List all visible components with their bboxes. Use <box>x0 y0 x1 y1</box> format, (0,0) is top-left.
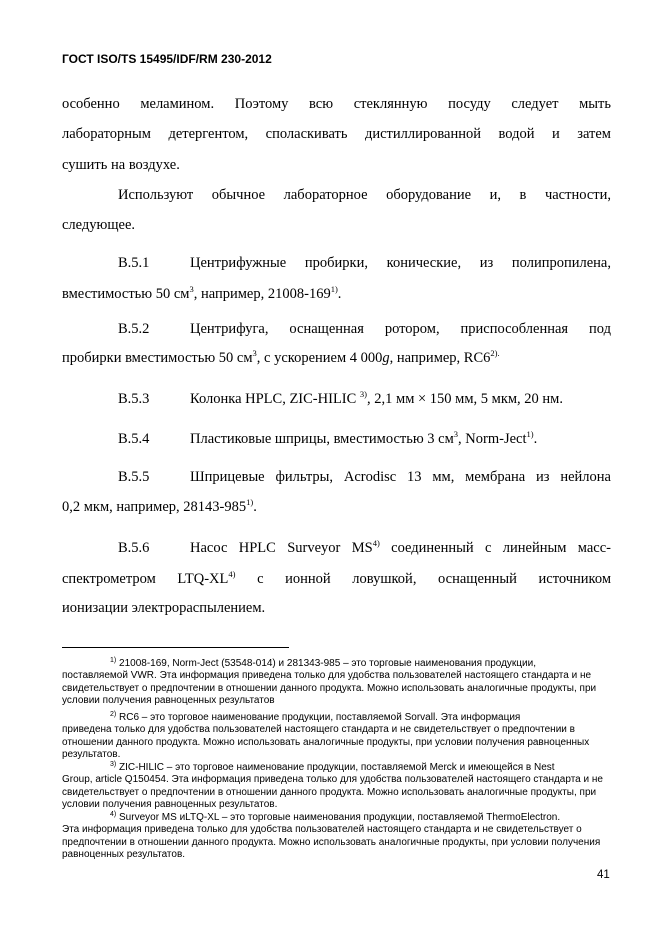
item-text: Пластиковые шприцы, вместимостью 3 $см^3$, Norm-Ject$^{1)}$. <box>190 429 538 447</box>
item-text: Колонка HPLC, ZIC-HILIC $^{3)}$, 2,1 мм × 150 мм, 5 мкм, 20 нм. <box>190 389 563 407</box>
item-text-line-3: ионизации электрораспылением. <box>62 600 266 616</box>
document-header: ГОСТ ISO/TS 15495/IDF/RM 230-2012 <box>62 52 272 66</box>
item-text-line-2: пробирки вместимостью 50 $см^3$, с ускорением 4 000g, например, $RC6^{2).}$ <box>62 348 500 366</box>
intro-p1-line-1: особенно меламином. Поэтому всю стеклянную посуду следует мыть <box>62 96 611 112</box>
footnote-3: $^{3)}$ ZIC-HILIC – это торговое наименование продукции, поставляемой Merck и имеющейся в Nest Group, article Q150454. Эта информация приведена только для удобства пользователей настоящего стандарта и не свидетельствует о предпочтении в отношении данного продукта. Можно использовать аналогичные продукты, при условии получения равноценных результатов. <box>62 761 603 811</box>
intro-p2-line-1: Используют обычное лабораторное оборудование и, в частности, <box>118 187 611 203</box>
item-number: B.5.4 <box>118 431 150 447</box>
item-text-line-1: Центрифужные пробирки, конические, из полипропилена, <box>190 255 611 271</box>
item-number: B.5.6 <box>118 540 150 556</box>
item-number: B.5.1 <box>118 255 150 271</box>
page-number: 41 <box>597 869 610 881</box>
item-text-line-2: вместимостью 50 $см^3$, например, 21008-169$^{1)}$. <box>62 284 342 302</box>
footnote-2: $^{2)}$ RC6 – это торговое наименование продукции, поставляемой Sorvall. Эта информация приведена только для удобства пользователей настоящего стандарта и не свидетельствует о предпочтении в отношении данного продукта. Можно использовать аналогичные продукты, при условии получения равноценных результатов. <box>62 711 590 761</box>
item-number: B.5.5 <box>118 469 150 485</box>
item-text-line-1: Шприцевые фильтры, Acrodisc 13 мм, мембрана из нейлона <box>190 469 611 485</box>
item-text-line-1: Центрифуга, оснащенная ротором, приспособленная под <box>190 321 611 337</box>
intro-p1-line-2: лабораторным детергентом, споласкивать дистиллированной водой и затем <box>62 126 611 142</box>
intro-p1-line-3: сушить на воздухе. <box>62 157 180 173</box>
footnote-separator <box>62 647 289 648</box>
item-text-line-2: спектрометром LTQ-XL$^{4)}$ с ионной ловушкой, оснащенный источником <box>62 569 611 587</box>
item-number: B.5.3 <box>118 391 150 407</box>
item-number: B.5.2 <box>118 321 150 337</box>
item-text-line-1: Насос HPLC Surveyor MS$^{4)}$ соединенный с линейным масс- <box>190 538 611 556</box>
footnote-4: $^{4)}$ Surveyor MS иLTQ-XL – это торговые наименования продукции, поставляемой ThermoElectron. Эта информация приведена только для удобства пользователей настоящего стандарта и не свидетельствует о предпочтении в отношении данного продукта. Можно использовать аналогичные продукты, при условии получения равноценных результатов. <box>62 811 601 861</box>
intro-p2-line-2: следующее. <box>62 217 136 233</box>
footnote-1: $^{1)}$ 21008-169, Norm-Ject (53548-014) и 281343-985 – это торговые наименования продукции, поставляемой VWR. Эта информация приведена только для удобства пользователей настоящего стандарта и не свидетельствует о предпочтении в отношении данного продукта. Можно использовать аналогичные продукты, при условии получения равноценных результатов <box>62 657 597 707</box>
item-text-line-2: 0,2 мкм, например, 28143-985$^{1)}$. <box>62 497 257 515</box>
